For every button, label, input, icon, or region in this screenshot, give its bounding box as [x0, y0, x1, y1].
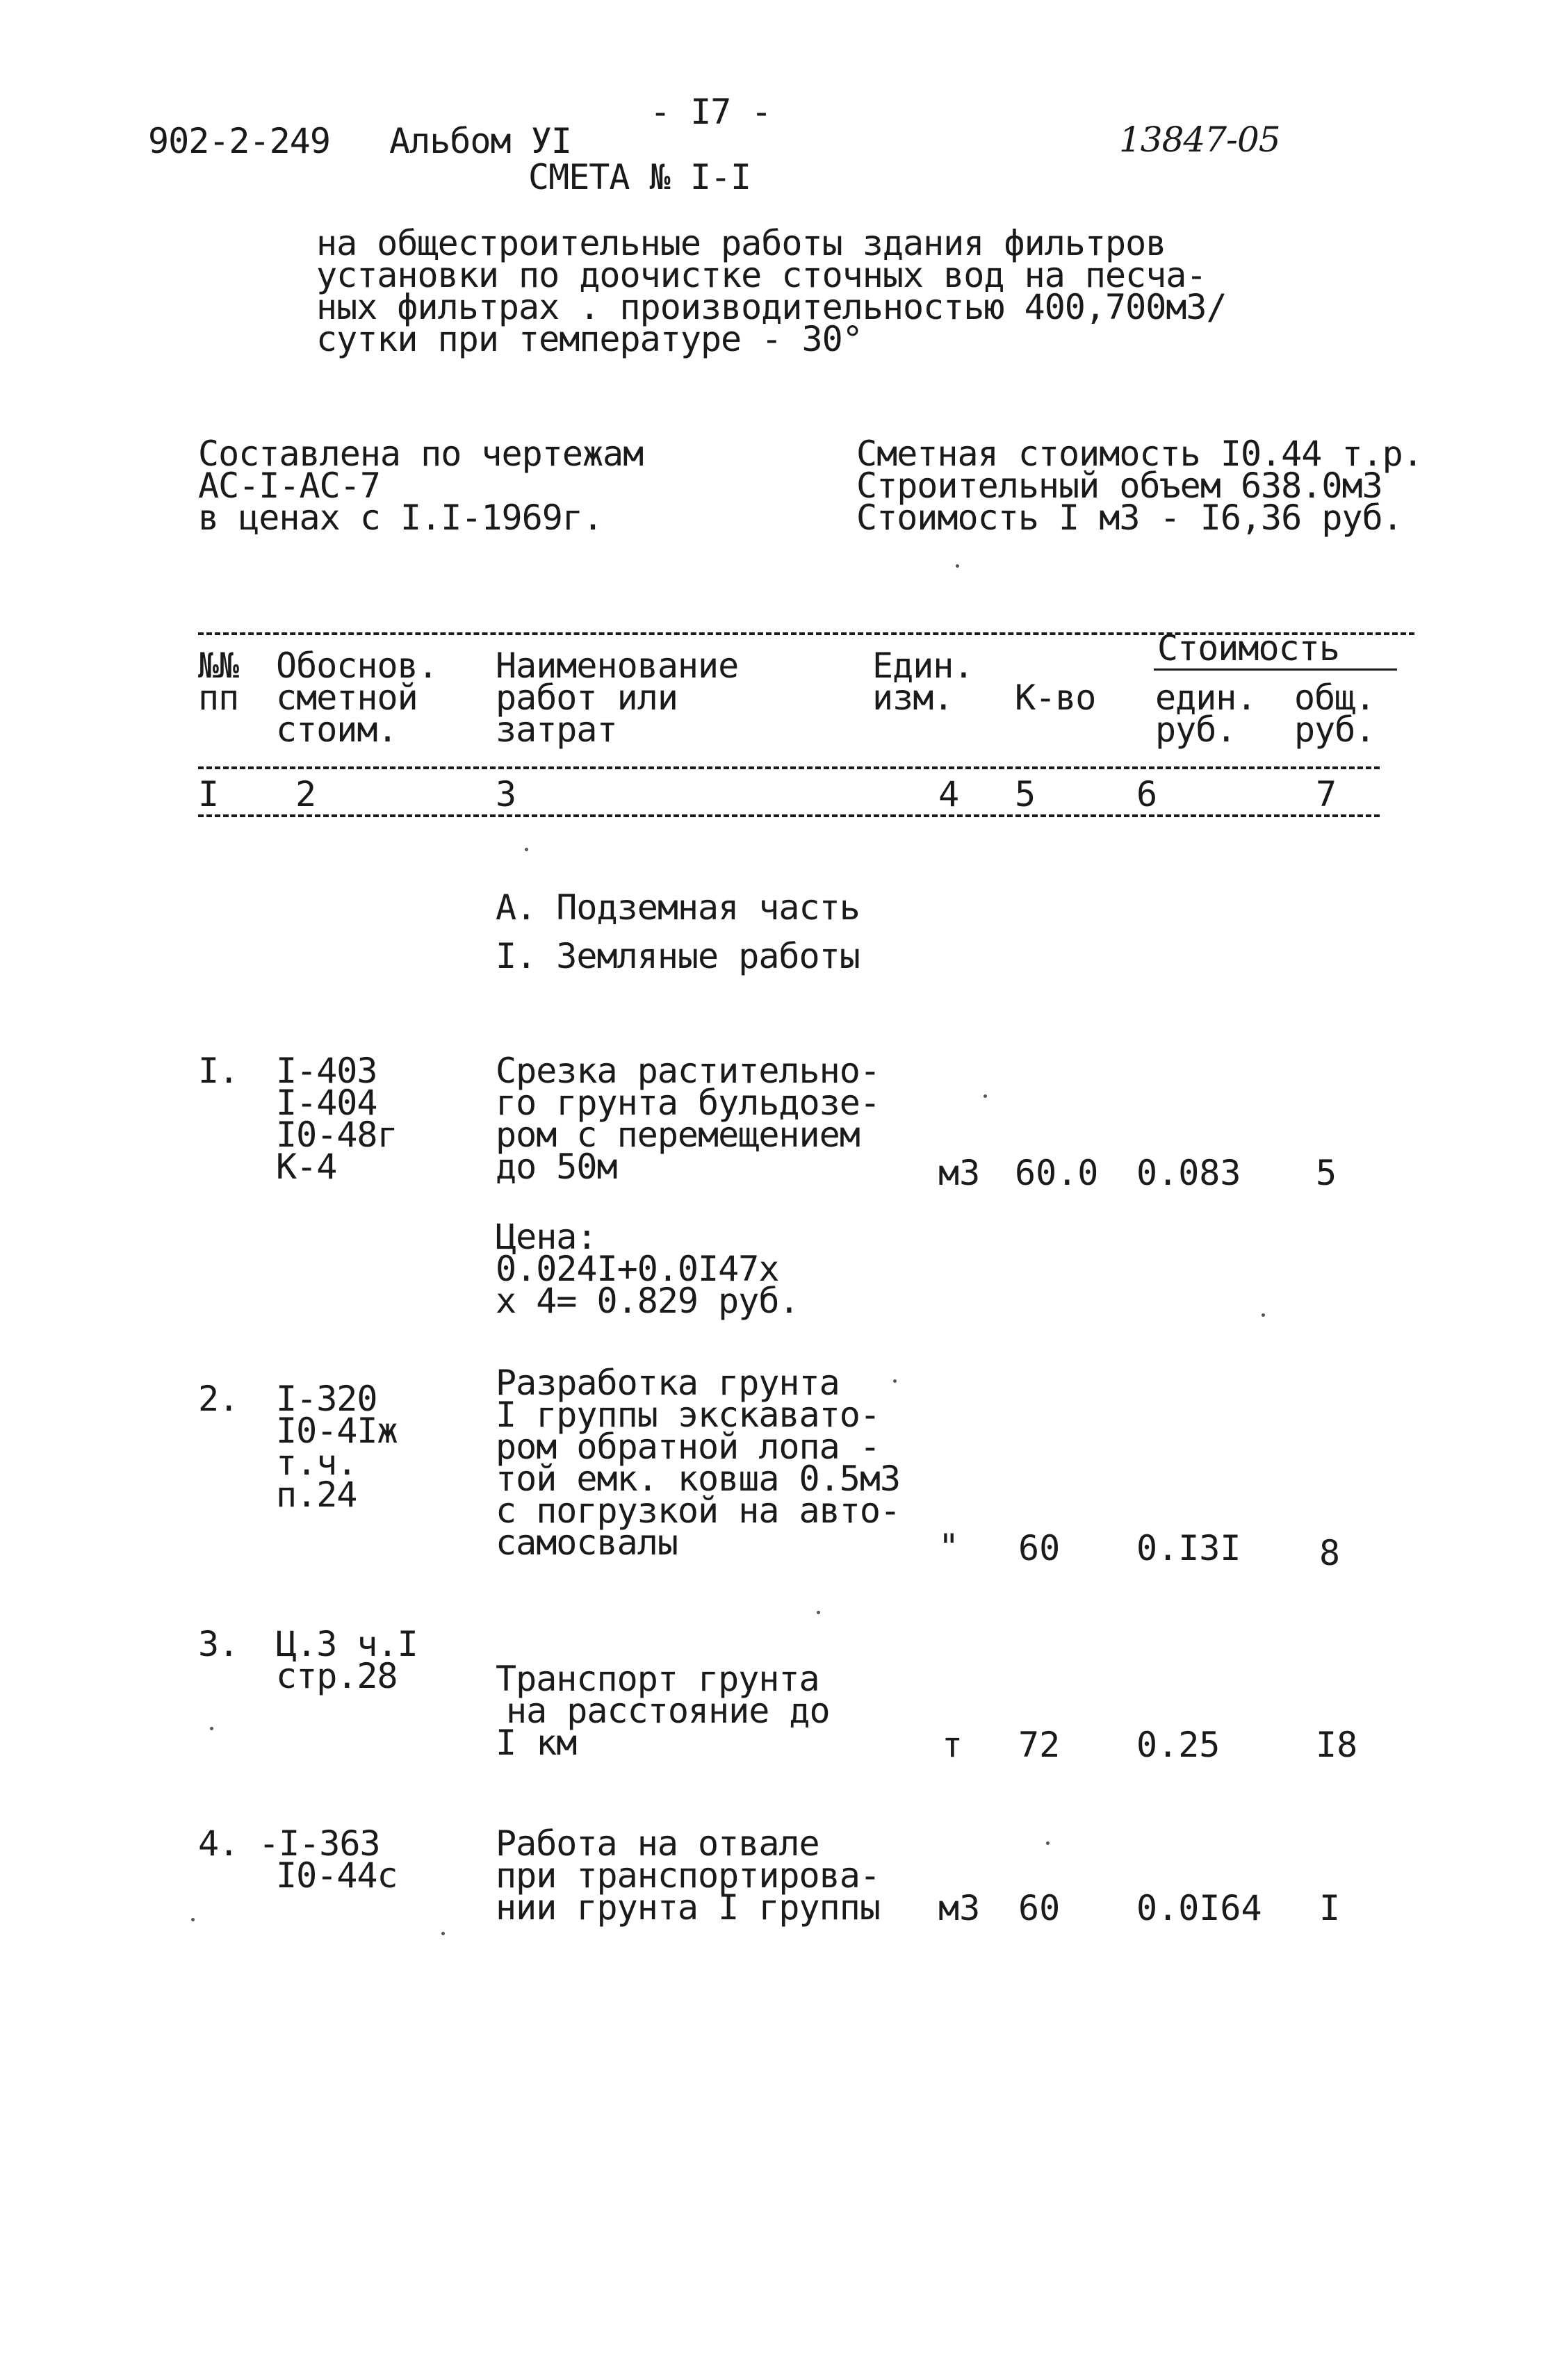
row-unit: "	[938, 1527, 960, 1567]
info-left-line: АС-I-АС-7	[198, 466, 380, 506]
header-cost-group: Стоимость	[1157, 628, 1339, 668]
row-quantity: 60	[1018, 1888, 1061, 1928]
info-left-line: Составлена по чертежам	[198, 434, 644, 474]
basis-line: I-404	[276, 1083, 377, 1123]
basis-line: п.24	[276, 1475, 357, 1515]
name-line: I км	[496, 1723, 577, 1763]
scan-speck	[1262, 1313, 1265, 1317]
row-name	[496, 1659, 830, 1763]
column-number-rule	[198, 814, 1380, 817]
info-right	[856, 434, 1423, 538]
name-line: нии грунта I группы	[496, 1887, 880, 1928]
row-name	[496, 1823, 880, 1928]
header-col-unit	[872, 646, 974, 718]
note-line: х 4= 0.829 руб.	[496, 1281, 799, 1321]
name-line: го грунта бульдозе-	[496, 1083, 880, 1123]
basis-line: т.ч.	[276, 1443, 357, 1483]
basis-line: К-4	[276, 1147, 337, 1187]
header-cell: един.	[1155, 678, 1257, 718]
row-quantity: 72	[1018, 1725, 1061, 1765]
row-total: I8	[1316, 1725, 1358, 1765]
name-line: с погрузкой на авто-	[496, 1491, 901, 1531]
name-line: до 50м	[496, 1147, 617, 1187]
column-number: 3	[496, 774, 516, 814]
row-unit-cost: 0.I3I	[1136, 1528, 1241, 1568]
subject-line: на общестроительные работы здания фильтров	[316, 223, 1166, 263]
header-col-unit-cost	[1155, 678, 1257, 750]
column-number: 4	[938, 774, 959, 814]
header-cell: Обоснов.	[276, 646, 438, 686]
page-number: - I7 -	[650, 92, 772, 132]
row-unit-cost: 0.0I64	[1136, 1888, 1262, 1928]
row-quantity: 60.0	[1015, 1153, 1099, 1193]
row-unit-cost: 0.083	[1136, 1153, 1241, 1193]
header-cell: затрат	[496, 709, 617, 750]
row-unit-cost: 0.25	[1136, 1725, 1221, 1765]
row-number: 3.	[198, 1624, 239, 1664]
row-quantity: 60	[1018, 1528, 1061, 1568]
document-title: СМЕТА № I-I	[528, 157, 751, 197]
name-line: Транспорт грунта	[496, 1659, 819, 1699]
row-basis	[276, 1624, 418, 1696]
row-number: I.	[198, 1051, 239, 1091]
note-line: Цена:	[496, 1217, 597, 1257]
header-cell: работ или	[496, 678, 678, 718]
info-right-line: Сметная стоимость I0.44 т.р.	[856, 434, 1423, 474]
name-line: Работа на отвале	[496, 1823, 819, 1864]
header-cell: изм.	[872, 678, 954, 718]
column-number: I	[198, 774, 219, 814]
name-line: I группы экскавато-	[496, 1395, 880, 1435]
column-number: 5	[1015, 774, 1036, 814]
header-cell: пп	[198, 678, 239, 718]
header-cell: №№	[198, 646, 239, 686]
row-total: 5	[1316, 1153, 1337, 1193]
scan-speck	[893, 1379, 897, 1383]
document-code: 902-2-249	[148, 121, 330, 161]
document-subject	[316, 223, 1227, 359]
row-unit: м3	[938, 1153, 981, 1193]
row-total: I	[1319, 1888, 1341, 1928]
header-cell: стоим.	[276, 709, 398, 750]
basis-line: I-403	[276, 1051, 377, 1091]
row-number: 2.	[198, 1379, 239, 1419]
info-right-line: Строительный объем 638.0м3	[856, 466, 1382, 506]
section-subtitle: I. Земляные работы	[496, 936, 860, 976]
subject-line: сутки при температуре - 30°	[316, 319, 863, 359]
row-price-note	[496, 1217, 799, 1321]
row-name	[496, 1363, 901, 1563]
info-left	[198, 434, 644, 538]
handwritten-stamp: 13847-05	[1119, 120, 1280, 160]
scan-speck	[983, 1094, 987, 1098]
basis-line: -I-363	[259, 1823, 380, 1864]
row-total: 8	[1319, 1533, 1341, 1573]
header-cell: Един.	[872, 646, 974, 686]
name-line: ром с перемещением	[496, 1115, 860, 1155]
header-col-name	[496, 646, 739, 750]
subject-line: установки по доочистке сточных вод на песча-	[316, 255, 1207, 295]
table-header-rule	[198, 766, 1380, 769]
name-line: на расстояние до	[506, 1691, 830, 1731]
cost-group-rule	[1154, 668, 1397, 671]
scan-speck	[1046, 1841, 1050, 1845]
name-line: Срезка растительно-	[496, 1051, 880, 1091]
row-unit: м3	[938, 1888, 981, 1928]
header-cell: общ.	[1294, 678, 1376, 718]
name-line: самосвалы	[496, 1523, 678, 1563]
basis-line: стр.28	[276, 1656, 398, 1696]
note-line: 0.024I+0.0I47х	[496, 1249, 779, 1289]
basis-line: I0-44с	[276, 1855, 398, 1896]
header-cell: руб.	[1155, 709, 1236, 750]
column-number: 2	[295, 774, 316, 814]
header-col-number	[198, 646, 239, 718]
header-cell: руб.	[1294, 709, 1376, 750]
row-number: 4.	[198, 1823, 239, 1864]
header-col-quantity: К-во	[1015, 678, 1096, 718]
basis-line: I-320	[276, 1379, 377, 1419]
header-col-total	[1294, 678, 1376, 750]
basis-line: Ц.3 ч.I	[276, 1624, 418, 1664]
section-title: А. Подземная часть	[496, 887, 860, 928]
header-cell: Наименование	[496, 646, 739, 686]
basis-line: I0-4Iж	[276, 1411, 398, 1451]
row-basis	[276, 1379, 398, 1515]
name-line: ром обратной лопа -	[496, 1427, 880, 1467]
info-right-line: Стоимость I м3 - I6,36 руб.	[856, 498, 1403, 538]
scan-speck	[191, 1918, 195, 1921]
column-number: 6	[1136, 774, 1157, 814]
name-line: при транспортирова-	[496, 1855, 880, 1896]
basis-line: I0-48г	[276, 1115, 398, 1155]
header-cell: сметной	[276, 678, 418, 718]
scan-speck	[525, 848, 528, 851]
subject-line: ных фильтрах . производительностью 400,700м3/	[316, 287, 1227, 327]
scan-speck	[441, 1932, 445, 1935]
album-label: Альбом УI	[389, 121, 571, 161]
scan-speck	[817, 1611, 820, 1614]
scan-speck	[956, 564, 959, 568]
row-basis	[259, 1823, 398, 1896]
row-name	[496, 1051, 880, 1187]
scan-speck	[210, 1727, 213, 1730]
row-basis	[276, 1051, 398, 1187]
name-line: той емк. ковша 0.5м3	[496, 1459, 901, 1499]
info-left-line: в ценах с I.I-1969г.	[198, 498, 603, 538]
column-number: 7	[1316, 774, 1337, 814]
row-unit: т	[942, 1725, 963, 1765]
name-line: Разработка грунта	[496, 1363, 840, 1403]
header-col-basis	[276, 646, 438, 750]
